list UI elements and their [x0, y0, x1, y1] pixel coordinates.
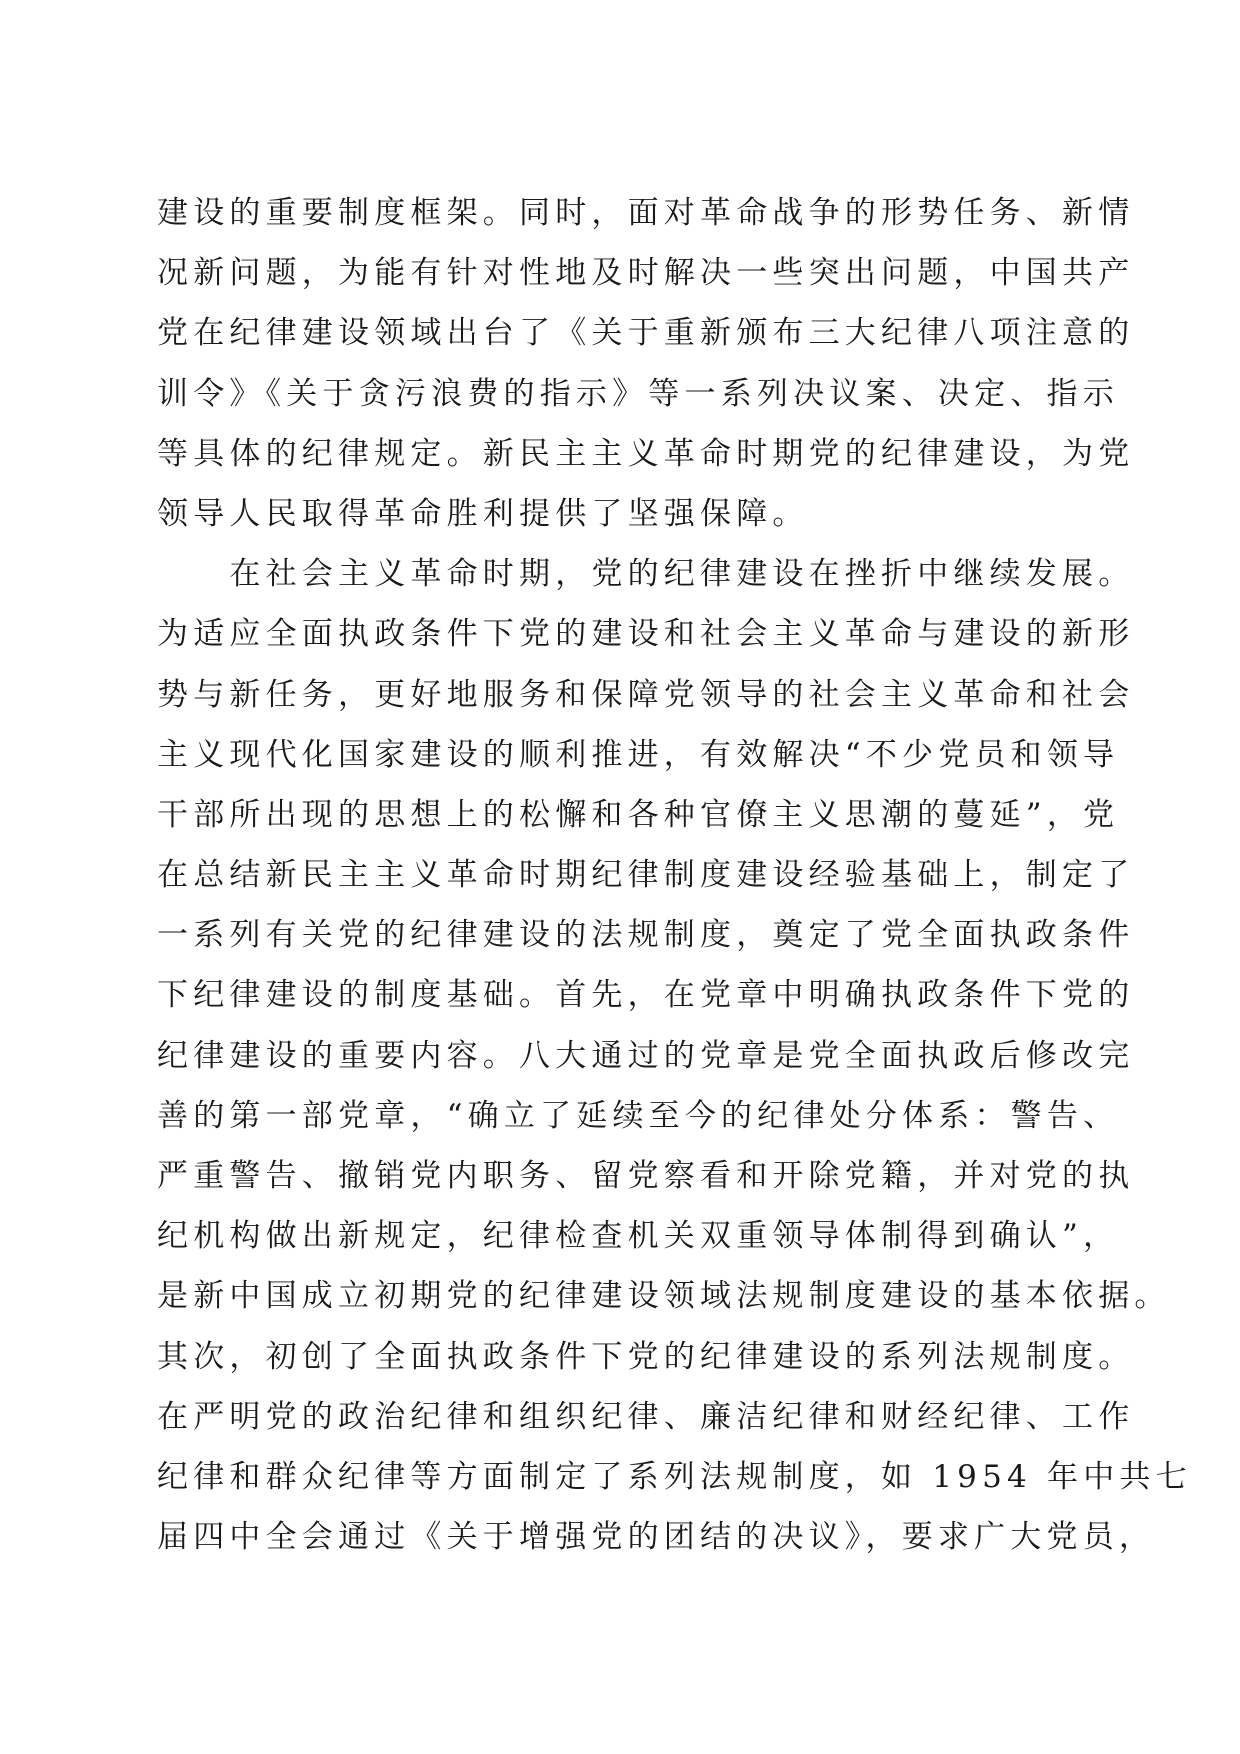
text-line: 干部所出现的思想上的松懈和各种官僚主义思潮的蔓延”，党	[157, 796, 1120, 833]
text-line: 领导人民取得革命胜利提供了坚强保障。	[157, 495, 809, 532]
text-line: 届四中全会通过《关于增强党的团结的决议》，要求广大党员，	[157, 1519, 1156, 1556]
text-line: 势与新任务，更好地服务和保障党领导的社会主义革命和社会	[157, 676, 1135, 713]
text-line: 党在纪律建设领域出台了《关于重新颁布三大纪律八项注意的	[157, 315, 1135, 352]
text-line: 下纪律建设的制度基础。首先，在党章中明确执政条件下党的	[157, 977, 1135, 1014]
text-line: 建设的重要制度框架。同时，面对革命战争的形势任务、新情	[157, 195, 1135, 231]
text-line: 纪律和群众纪律等方面制定了系列法规制度，如 1954 年中共七	[157, 1458, 1192, 1495]
text-line: 训令》《关于贪污浪费的指示》等一系列决议案、决定、指示	[157, 375, 1119, 412]
text-line: 纪律建设的重要内容。八大通过的党章是党全面执政后修改完	[157, 1037, 1135, 1074]
text-line: 严重警告、撤销党内职务、留党察看和开除党籍，并对党的执	[157, 1158, 1135, 1194]
text-line: 主义现代化国家建设的顺利推进，有效解决“不少党员和领导	[157, 736, 1120, 773]
text-line: 等具体的纪律规定。新民主主义革命时期党的纪律建设，为党	[157, 435, 1135, 472]
body-text	[157, 183, 1192, 1567]
text-line: 在总结新民主主义革命时期纪律制度建设经验基础上，制定了	[157, 857, 1135, 894]
text-line: 在社会主义革命时期，党的纪律建设在挫折中继续发展。	[157, 556, 1135, 593]
text-line: 善的第一部党章，“确立了延续至今的纪律处分体系：警告、	[157, 1097, 1120, 1134]
text-line: 为适应全面执政条件下党的建设和社会主义革命与建设的新形	[157, 616, 1135, 653]
text-line: 一系列有关党的纪律建设的法规制度，奠定了党全面执政条件	[157, 917, 1135, 954]
text-line: 在严明党的政治纪律和组织纪律、廉洁纪律和财经纪律、工作	[157, 1398, 1135, 1435]
text-line: 其次，初创了全面执政条件下党的纪律建设的系列法规制度。	[157, 1338, 1135, 1375]
text-line: 况新问题，为能有针对性地及时解决一些突出问题，中国共产	[157, 255, 1135, 292]
text-line: 纪机构做出新规定，纪律检查机关双重领导体制得到确认”，	[157, 1218, 1120, 1255]
text-line: 是新中国成立初期党的纪律建设领域法规制度建设的基本依据。	[157, 1278, 1171, 1315]
